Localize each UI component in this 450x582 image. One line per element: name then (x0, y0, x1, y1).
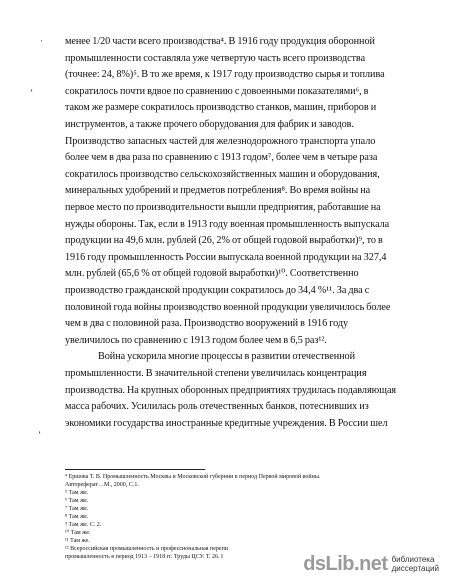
text-line: минеральных удобрений и предметов потребления⁸. Во время войны на (65, 185, 371, 196)
footnote: ⁶ Там же. (65, 498, 89, 504)
text-line: сократилось почти вдвое по сравнению с довоенными показателями⁶, в (65, 86, 369, 97)
footnote-divider (65, 469, 205, 470)
footnote: ⁹ Там же. С. 2. (65, 522, 102, 528)
text-line: промышленности. В значительной степени увеличилась концентрация (65, 368, 367, 379)
text-line: экономики государства иностранные кредитные учреждения. В России шел (65, 418, 388, 429)
site-tagline: библиотека диссертаций (391, 555, 439, 573)
footnote: промышленность в период 1913 – 1918 гг. Труды ЦСУ. Т. 26. I (65, 554, 223, 560)
site-logo: dsLib.net (303, 552, 388, 575)
text-line: половиной года войны производство военной продукции увеличилось более (65, 302, 391, 313)
footnote: Автореферат…М., 2000, С.1. (65, 482, 139, 488)
text-line: первое место по производительности вышли предприятия, работавшие на (65, 202, 381, 213)
text-line: Производство запасных частей для железнодорожного транспорта упало (65, 136, 376, 147)
text-line: нужды обороны. Так, если в 1913 году военная промышленность выпускала (65, 219, 390, 230)
footnote: ⁷ Там же. (65, 506, 89, 512)
footnote: ⁴ Ершова Т. В. Промышленность Москвы и Московской губернии в период Первой мировой войны. (65, 474, 321, 480)
text-line: Война ускорила многие процессы в развитии отечественной (98, 351, 355, 362)
text-line: таком же размере сократилось производство станков, машин, приборов и (65, 102, 377, 113)
footnote: ¹⁰ Там же. (65, 530, 91, 536)
text-line: продукции на 49,6 млн. рублей (26, 2% от общей годовой выработки)⁹, то в (65, 235, 383, 246)
footnote: ¹¹ Там же. (65, 538, 90, 544)
watermark[interactable] (300, 551, 442, 577)
footnote: ⁵ Там же. (65, 490, 89, 496)
text-line: (точнее: 24, 8%)⁵. В то же время, к 1917 году производство сырья и топлива (65, 69, 385, 80)
text-line: сократилось производство сельскохозяйственных машин и оборудования, (65, 169, 380, 180)
text-line: масса рабочих. Усилилась роль отечественных банков, потеснивших из (65, 401, 369, 412)
footnote: ⁸ Там же. (65, 514, 89, 520)
margin-mark: ʼ (30, 88, 33, 98)
text-line: увеличилось по сравнению с 1913 годом более чем в 6,5 раз¹². (65, 335, 327, 346)
text-line: инструментов, а также прочего оборудования для фабрик и заводов. (65, 119, 354, 130)
text-line: производства. На крупных оборонных предприятиях трудилась подавляющая (65, 385, 397, 396)
text-line: промышленности составляла уже четвертую часть всего производства (65, 53, 366, 64)
text-line: менее 1/20 части всего производства⁴. В 1916 году продукция оборонной (65, 36, 375, 47)
footnote: ¹² Всероссийская промышленность и профессиональная перепи (65, 546, 229, 552)
margin-mark: · (40, 36, 43, 46)
text-line: 1916 году промышленность России выпускала военной продукции на 327,4 (65, 252, 387, 263)
text-line: чем в два с половиной раза. Производство вооружений в 1916 году (65, 318, 349, 329)
text-line: производство гражданской продукции сократилось до 34,4 %¹¹. За два с (65, 285, 370, 296)
text-line: более чем в два раза по сравнению с 1913 годом⁷, более чем в четыре раза (65, 152, 378, 163)
margin-mark: ʼ (38, 430, 41, 440)
text-line: млн. рублей (65,6 % от общей годовой выработки)¹⁰. Соответственно (65, 268, 359, 279)
